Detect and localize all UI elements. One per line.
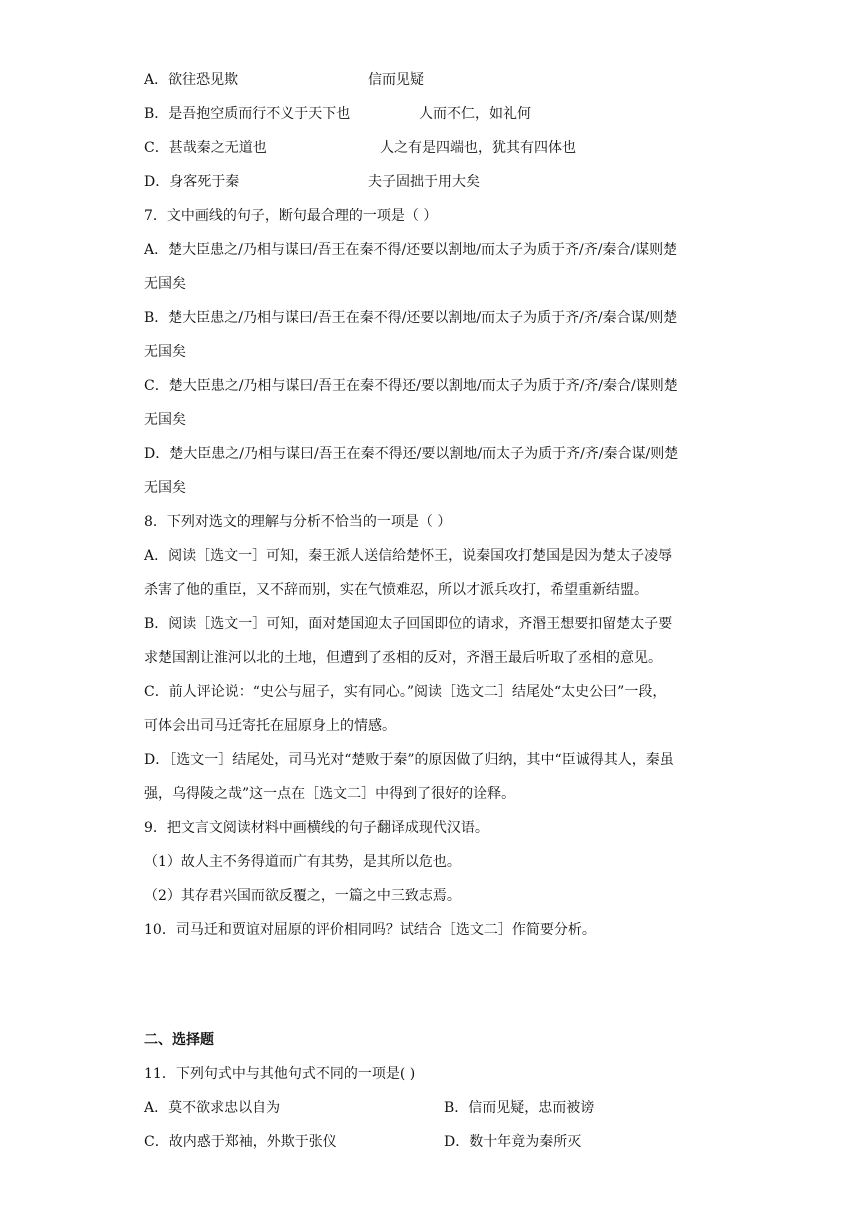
q7-option-c-line2: 无国矣 xyxy=(144,412,186,428)
q11-option-c: C．故内惑于郑袖，外欺于张仪 xyxy=(144,1134,337,1150)
q8-option-b-line2: 求楚国割让淮河以北的土地，但遭到了丞相的反对，齐湣王最后听取了丞相的意见。 xyxy=(144,650,662,666)
q7-option-d-line1: D．楚大臣患之/乃相与谋曰/吾王在秦不得还/要以割地/而太子为质于齐/齐/秦合谋/则楚 xyxy=(144,446,679,462)
q9-sentence-2: （2）其存君兴国而欲反覆之，一篇之中三致志焉。 xyxy=(144,888,461,904)
q8-option-a-line1: A．阅读［选文一］可知，秦王派人送信给楚怀王，说秦国攻打楚国是因为楚太子凌辱 xyxy=(144,548,673,564)
q11-option-a: A．莫不欲求忠以自为 xyxy=(144,1100,281,1116)
q9-sentence-1: （1）故人主不务得道而广有其势，是其所以危也。 xyxy=(144,854,461,870)
q11-option-d: D．数十年竟为秦所灭 xyxy=(444,1134,582,1150)
q11-stem: 11．下列句式中与其他句式不同的一项是( ) xyxy=(144,1066,416,1082)
q6-option-c-left: C．甚哉秦之无道也 xyxy=(144,140,267,156)
q8-stem: 8．下列对选文的理解与分析不恰当的一项是（ ） xyxy=(144,514,452,530)
q6-option-d-right: 夫子固拙于用大矣 xyxy=(368,174,480,190)
q6-option-d-left: D．身客死于秦 xyxy=(144,174,240,190)
q6-option-b-right: 人而不仁，如礼何 xyxy=(419,106,531,122)
q10-stem: 10．司马迁和贾谊对屈原的评价相同吗？试结合［选文二］作简要分析。 xyxy=(144,922,596,938)
q7-option-d-line2: 无国矣 xyxy=(144,480,186,496)
q9-stem: 9．把文言文阅读材料中画横线的句子翻译成现代汉语。 xyxy=(144,820,489,836)
q6-option-c-right: 人之有是四端也，犹其有四体也 xyxy=(380,140,576,156)
q8-option-d-line1: D．［选文一］结尾处，司马光对“楚败于秦”的原因做了归纳，其中“臣诚得其人，秦虽 xyxy=(144,752,674,768)
q11-option-b: B．信而见疑，忠而被谤 xyxy=(444,1100,595,1116)
q8-option-b-line1: B．阅读［选文一］可知，面对楚国迎太子回国即位的请求，齐湣王想要扣留楚太子要 xyxy=(144,616,673,632)
q6-option-a-right: 信而见疑 xyxy=(368,72,424,88)
q6-option-b-left: B．是吾抱空质而行不义于天下也 xyxy=(144,106,351,122)
q8-option-c-line1: C．前人评论说：“史公与屈子，实有同心。”阅读［选文二］结尾处“太史公曰”一段， xyxy=(144,684,667,700)
q7-stem: 7．文中画线的句子，断句最合理的一项是（ ） xyxy=(144,208,438,224)
section-heading: 二、选择题 xyxy=(144,1032,214,1048)
q8-option-c-line2: 可体会出司马迁寄托在屈原身上的情感。 xyxy=(144,718,396,734)
q7-option-c-line1: C．楚大臣患之/乃相与谋曰/吾王在秦不得还/要以割地/而太子为质于齐/齐/秦合/谋则楚 xyxy=(144,378,678,394)
q6-option-a-left: A．欲往恐见欺 xyxy=(144,72,239,88)
q7-option-b-line1: B．楚大臣患之/乃相与谋曰/吾王在秦不得/还要以割地/而太子为质于齐/齐/秦合谋/则楚 xyxy=(144,310,678,326)
q7-option-b-line2: 无国矣 xyxy=(144,344,186,360)
q8-option-a-line2: 杀害了他的重臣，又不辞而别，实在气愤难忍，所以才派兵攻打，希望重新结盟。 xyxy=(144,582,648,598)
q7-option-a-line2: 无国矣 xyxy=(144,276,186,292)
q8-option-d-line2: 强，乌得陵之哉”这一点在［选文二］中得到了很好的诠释。 xyxy=(144,786,516,802)
q7-option-a-line1: A．楚大臣患之/乃相与谋曰/吾王在秦不得/还要以割地/而太子为质于齐/齐/秦合/谋则楚 xyxy=(144,242,678,258)
